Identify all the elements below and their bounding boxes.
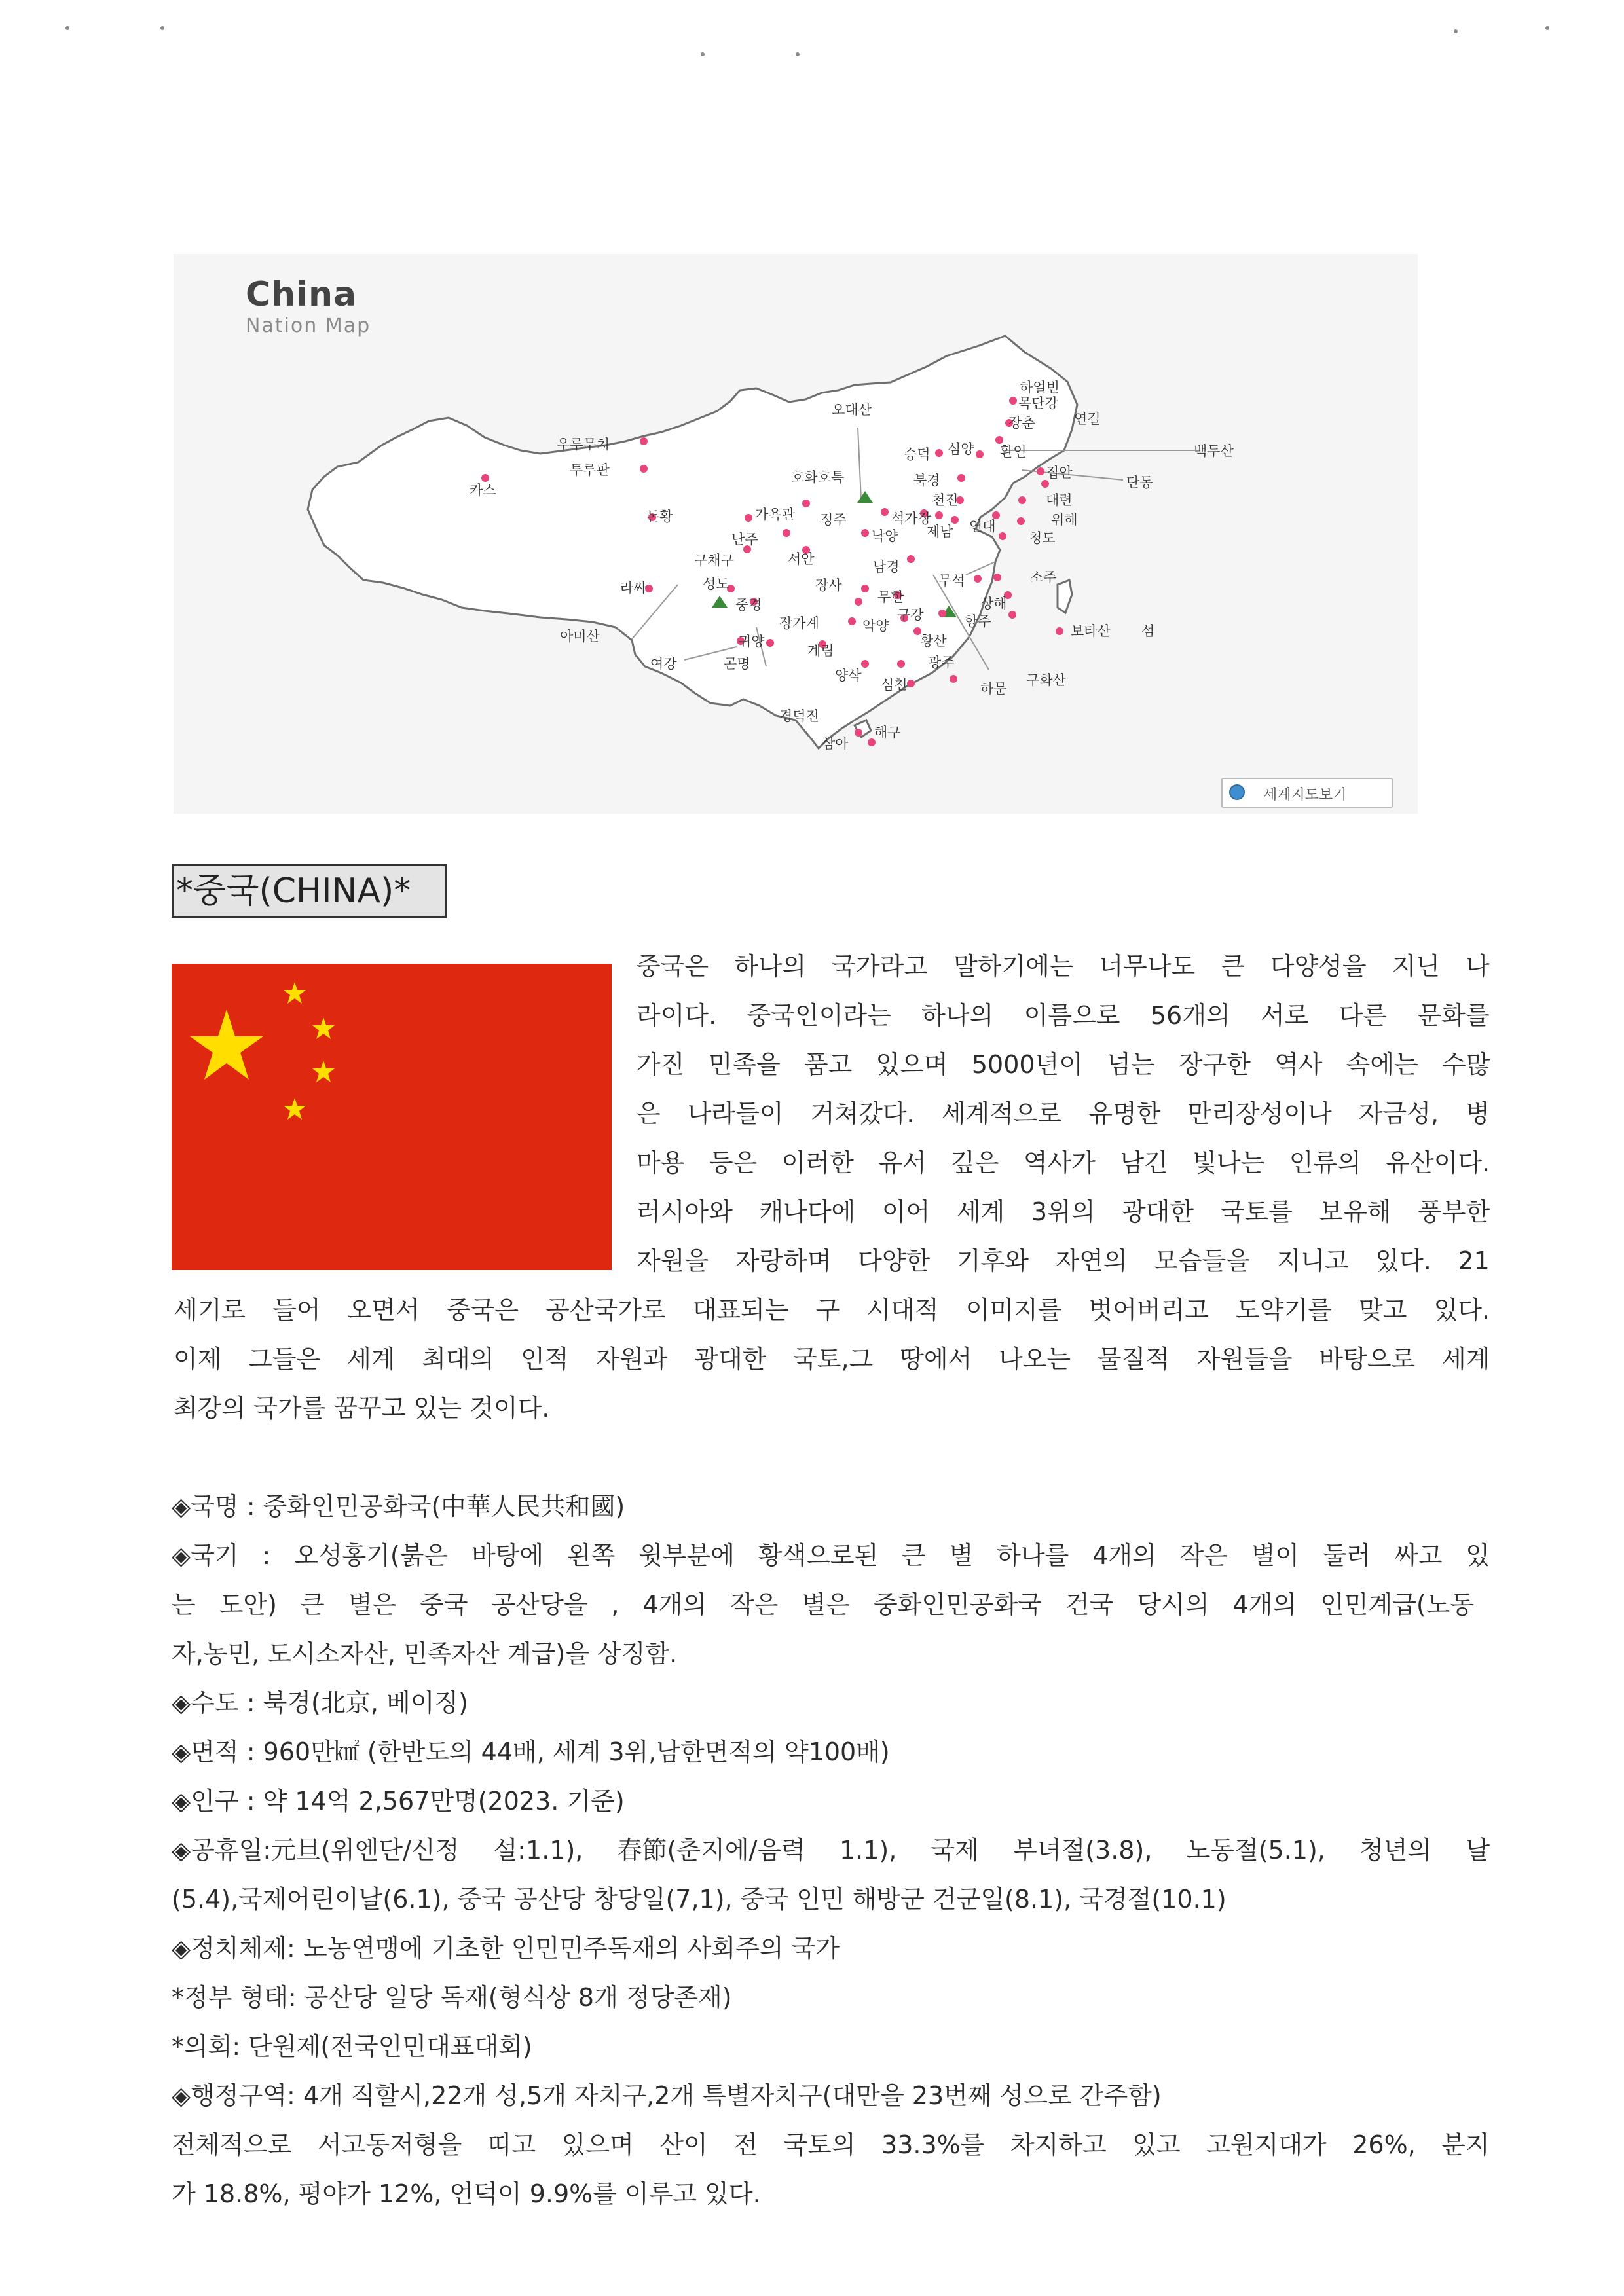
place-label: 서안 bbox=[788, 551, 815, 567]
place-label: 집안 bbox=[1046, 465, 1073, 481]
city-dot bbox=[957, 474, 965, 482]
city-dot bbox=[976, 450, 984, 458]
intro-line: 최강의 국가를 꿈꾸고 있는 것이다. bbox=[174, 1394, 550, 1423]
city-dot bbox=[974, 575, 982, 583]
city-dot bbox=[1017, 517, 1025, 525]
map-subtitle: Nation Map bbox=[246, 314, 371, 337]
place-label: 장춘 bbox=[1008, 415, 1035, 431]
world-map-button[interactable] bbox=[1221, 778, 1393, 808]
place-label: 남경 bbox=[873, 559, 900, 575]
city-dot bbox=[950, 675, 957, 683]
city-dot bbox=[907, 680, 915, 687]
place-label: 광주 bbox=[928, 655, 955, 670]
fact-line: ◈인구 : 약 14억 2,567만명(2023. 기준) bbox=[172, 1787, 625, 1815]
place-label: 연대 bbox=[969, 519, 996, 534]
place-label: 장가계 bbox=[779, 615, 819, 631]
city-dot bbox=[861, 529, 869, 537]
fact-line: 전체적으로 서고동저형을 띠고 있으며 산이 전 국토의 33.3%를 차지하고 있고 고원지대가 26%, 분지 bbox=[172, 2130, 1490, 2159]
place-label: 보타산 bbox=[1071, 623, 1111, 639]
place-label: 심천 bbox=[881, 677, 908, 693]
place-label: 청도 bbox=[1029, 530, 1056, 546]
place-label: 낙양 bbox=[872, 528, 898, 544]
place-label: 호화호특 bbox=[791, 469, 845, 485]
place-label: 곤명 bbox=[724, 656, 750, 672]
fact-line: 는 도안) 큰 별은 중국 공산당을 , 4개의 작은 별은 중화인민공화국 건국 당시의 4개의 인민계급(노동 bbox=[172, 1590, 1475, 1619]
city-dot bbox=[1018, 496, 1026, 504]
city-dot bbox=[1037, 467, 1044, 475]
place-label: 양삭 bbox=[835, 668, 862, 683]
city-dot bbox=[1009, 397, 1017, 405]
scan-speck bbox=[65, 26, 69, 30]
place-label: 승덕 bbox=[904, 446, 931, 462]
place-label: 황산 bbox=[920, 633, 947, 649]
place-label: 하얼빈 bbox=[1020, 380, 1060, 395]
place-label: 석가장 bbox=[891, 511, 931, 526]
intro-line: 러시아와 캐나다에 이어 세계 3위의 광대한 국토를 보유해 풍부한 bbox=[637, 1197, 1490, 1226]
city-dot bbox=[1008, 611, 1016, 619]
city-dot bbox=[802, 500, 810, 507]
place-label: 라싸 bbox=[620, 580, 647, 596]
scan-speck bbox=[160, 26, 164, 30]
place-label: 중경 bbox=[735, 597, 762, 613]
fact-line: 자,농민, 도시소자산, 민족자산 계급)을 상징함. bbox=[172, 1639, 678, 1668]
fact-line: ◈공휴일:元旦(위엔단/신정 설:1.1), 春節(춘지에/음력 1.1), 국제 부녀절(3.8), 노동절(5.1), 청년의 날 bbox=[172, 1836, 1490, 1865]
scan-speck bbox=[796, 52, 800, 56]
place-label: 연길 bbox=[1074, 411, 1101, 427]
intro-line: 이제 그들은 세계 최대의 인적 자원과 광대한 국토,그 땅에서 나오는 물질적 자원들을 바탕으로 세계 bbox=[174, 1345, 1490, 1374]
small-star bbox=[284, 1098, 306, 1120]
place-label: 섬 bbox=[1141, 623, 1155, 639]
place-label: 장사 bbox=[815, 577, 842, 593]
place-label: 천진 bbox=[932, 492, 959, 508]
city-dot bbox=[766, 639, 774, 647]
city-dot bbox=[848, 617, 856, 625]
fact-line: ◈면적 : 960만㎢ (한반도의 44배, 세계 3위,남한면적의 약100배) bbox=[172, 1738, 890, 1766]
place-label: 오대산 bbox=[832, 402, 872, 418]
china-nation-map bbox=[174, 254, 1418, 814]
place-label: 투루판 bbox=[570, 462, 610, 478]
scan-speck bbox=[1545, 26, 1549, 30]
fact-line: ◈국명 : 중화인민공화국(中華人民共和國) bbox=[172, 1492, 625, 1521]
city-dot bbox=[881, 508, 889, 516]
city-dot bbox=[783, 529, 790, 537]
scan-speck bbox=[1454, 29, 1458, 33]
place-label: 소주 bbox=[1030, 570, 1057, 585]
place-label: 무한 bbox=[877, 589, 904, 605]
place-label: 카스 bbox=[470, 483, 496, 498]
place-label: 가욕관 bbox=[755, 507, 795, 522]
place-label: 여강 bbox=[650, 656, 677, 672]
place-label: 경덕진 bbox=[779, 708, 819, 724]
china-outline bbox=[174, 254, 1418, 814]
city-dot bbox=[938, 610, 946, 617]
place-label: 성도 bbox=[703, 576, 729, 592]
city-dot bbox=[897, 660, 905, 668]
fact-line: 가 18.8%, 평야가 12%, 언덕이 9.9%를 이루고 있다. bbox=[172, 2179, 761, 2208]
section-heading: *중국(CHINA)* bbox=[172, 864, 447, 918]
place-label: 환인 bbox=[1000, 444, 1027, 460]
city-dot bbox=[993, 574, 1001, 581]
place-label: 목단강 bbox=[1018, 395, 1058, 411]
world-map-button-label: 세계지도보기 bbox=[1263, 787, 1347, 803]
place-label: 아미산 bbox=[560, 629, 600, 644]
intro-line: 은 나라들이 거쳐갔다. 세계적으로 유명한 만리장성이나 자금성, 병 bbox=[637, 1099, 1490, 1128]
city-dot bbox=[861, 660, 869, 668]
city-dot bbox=[999, 532, 1006, 540]
place-label: 북경 bbox=[913, 473, 940, 488]
place-label: 제남 bbox=[927, 524, 953, 539]
fact-line: ◈정치체제: 노농연맹에 기초한 인민민주독재의 사회주의 국가 bbox=[172, 1934, 840, 1963]
small-star bbox=[284, 982, 306, 1004]
intro-line: 중국은 하나의 국가라고 말하기에는 너무나도 큰 다양성을 지닌 나 bbox=[637, 952, 1490, 981]
city-dot bbox=[640, 437, 648, 445]
fact-line: ◈수도 : 북경(北京, 베이징) bbox=[172, 1688, 468, 1717]
city-dot bbox=[935, 449, 943, 457]
city-dot bbox=[935, 511, 943, 519]
place-label: 심양 bbox=[948, 441, 974, 457]
place-label: 삼아 bbox=[822, 736, 849, 752]
city-dot bbox=[907, 555, 915, 563]
intro-line: 가진 민족을 품고 있으며 5000년이 넘는 장구한 역사 속에는 수많 bbox=[637, 1050, 1490, 1079]
place-label: 상해 bbox=[980, 596, 1007, 611]
place-label: 대련 bbox=[1046, 492, 1073, 508]
globe-icon bbox=[1229, 784, 1245, 800]
fact-line: ◈국기 : 오성홍기(붉은 바탕에 왼쪽 윗부분에 황색으로된 큰 별 하나를 4개의 작은 별이 둘러 싸고 있 bbox=[172, 1541, 1490, 1570]
place-label: 돈황 bbox=[646, 509, 673, 524]
place-label: 난주 bbox=[731, 532, 758, 547]
city-dot bbox=[640, 465, 648, 473]
place-label: 항주 bbox=[965, 613, 991, 629]
china-flag-image bbox=[172, 964, 612, 1270]
intro-line: 자원을 자랑하며 다양한 기후와 자연의 모습들을 지니고 있다. 21 bbox=[637, 1247, 1490, 1275]
place-label: 무석 bbox=[938, 573, 965, 589]
intro-line: 세기로 들어 오면서 중국은 공산국가로 대표되는 구 시대적 이미지를 벗어버리고 도약기를 맞고 있다. bbox=[174, 1296, 1490, 1324]
place-label: 해구 bbox=[874, 725, 901, 740]
place-label: 계림 bbox=[807, 643, 834, 659]
city-dot bbox=[855, 598, 862, 606]
place-label: 단동 bbox=[1126, 475, 1153, 490]
place-label: 우루무치 bbox=[557, 437, 610, 452]
large-star bbox=[190, 1010, 263, 1080]
flag-stars bbox=[172, 964, 612, 1270]
fact-line: *의회: 단원제(전국인민대표대회) bbox=[172, 2032, 532, 2061]
place-label: 악양 bbox=[862, 618, 889, 634]
fact-line: (5.4),국제어린이날(6.1), 중국 공산당 창당일(7,1), 중국 인민 해방군 건군일(8.1), 국경절(10.1) bbox=[172, 1885, 1227, 1914]
place-label: 하문 bbox=[980, 681, 1007, 697]
city-dot bbox=[745, 514, 752, 522]
city-dot bbox=[1056, 627, 1063, 635]
intro-line: 라이다. 중국인이라는 하나의 이름으로 56개의 서로 다른 문화를 bbox=[637, 1001, 1490, 1030]
scan-speck bbox=[701, 52, 705, 56]
small-star bbox=[312, 1017, 335, 1039]
small-star bbox=[312, 1061, 335, 1082]
place-label: 위해 bbox=[1051, 512, 1078, 528]
place-label: 백두산 bbox=[1194, 443, 1234, 459]
place-label: 귀양 bbox=[738, 634, 765, 649]
place-label: 구채구 bbox=[694, 553, 734, 568]
fact-line: *정부 형태: 공산당 일당 독재(형식상 8개 정당존재) bbox=[172, 1983, 732, 2012]
city-dot bbox=[855, 729, 862, 737]
fact-line: ◈행정구역: 4개 직할시,22개 성,5개 자치구,2개 특별자치구(대만을 23번째 성으로 간주함) bbox=[172, 2081, 1162, 2110]
place-label: 구강 bbox=[897, 607, 924, 623]
map-title: China bbox=[246, 275, 358, 314]
place-label: 정주 bbox=[820, 512, 847, 528]
intro-line: 마용 등은 이러한 유서 깊은 역사가 남긴 빛나는 인류의 유산이다. bbox=[637, 1148, 1490, 1177]
place-label: 구화산 bbox=[1026, 672, 1066, 688]
city-dot bbox=[861, 585, 869, 592]
